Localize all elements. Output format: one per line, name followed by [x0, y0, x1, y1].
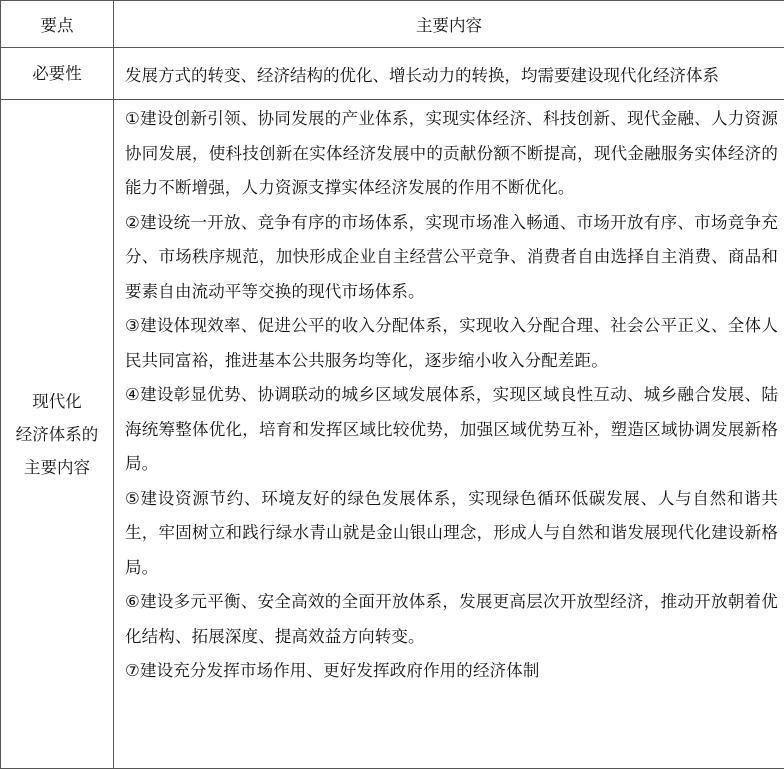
table-row-main-content	[1, 100, 784, 769]
header-main-content: 主要内容	[114, 1, 784, 48]
content-item-economic-system: ⑦建设充分发挥市场作用、更好发挥政府作用的经济体制	[125, 661, 540, 680]
header-key-points: 要点	[1, 1, 114, 48]
content-item-income: ③建设体现效率、促进公平的收入分配体系，实现收入分配合理、社会公平正义、全体人民共同富裕，推进基本公共服务均等化，逐步缩小收入分配差距。	[125, 316, 778, 370]
content-item-market: ②建设统一开放、竞争有序的市场体系，实现市场准入畅通、市场开放有序、市场竞争充分、市场秩序规范，加快形成企业自主经营公平竞争、消费者自由选择自主消费、商品和要素自由流动平等交换的现代市场体系。	[125, 212, 778, 301]
content-item-green: ⑤建设资源节约、环境友好的绿色发展体系，实现绿色循环低碳发展、人与自然和谐共生，牢固树立和践行绿水青山就是金山银山理念，形成人与自然和谐发展现代化建设新格局。	[125, 488, 778, 577]
label-line: 主要内容	[24, 457, 90, 477]
label-line: 经济体系的	[15, 424, 99, 444]
content-item-regional: ④建设彰显优势、协调联动的城乡区域发展体系，实现区域良性互动、城乡融合发展、陆海统筹整体优化，培育和发挥区域比较优势，加强区域优势互补，塑造区域协调发展新格局。	[125, 385, 778, 473]
label-line: 现代化	[32, 391, 82, 411]
row-label-necessity: 必要性	[1, 48, 114, 100]
table-header-row	[1, 1, 784, 48]
table-row-necessity	[1, 48, 784, 100]
content-item-industry: ①建设创新引领、协同发展的产业体系，实现实体经济、科技创新、现代金融、人力资源协同发展，使科技创新在实体经济发展中的贡献份额不断提高，现代金融服务实体经济的能力不断增强，人力资源支撑实体经济发展的作用不断优化。	[125, 109, 778, 197]
row-label-main-content	[1, 100, 114, 769]
row-content-necessity: 发展方式的转变、经济结构的优化、增长动力的转换，均需要建设现代化经济体系	[114, 48, 784, 100]
content-item-opening: ⑥建设多元平衡、安全高效的全面开放体系，发展更高层次开放型经济，推动开放朝着优化结构、拓展深度、提高效益方向转变。	[125, 592, 778, 646]
row-content-main-content	[114, 100, 784, 769]
